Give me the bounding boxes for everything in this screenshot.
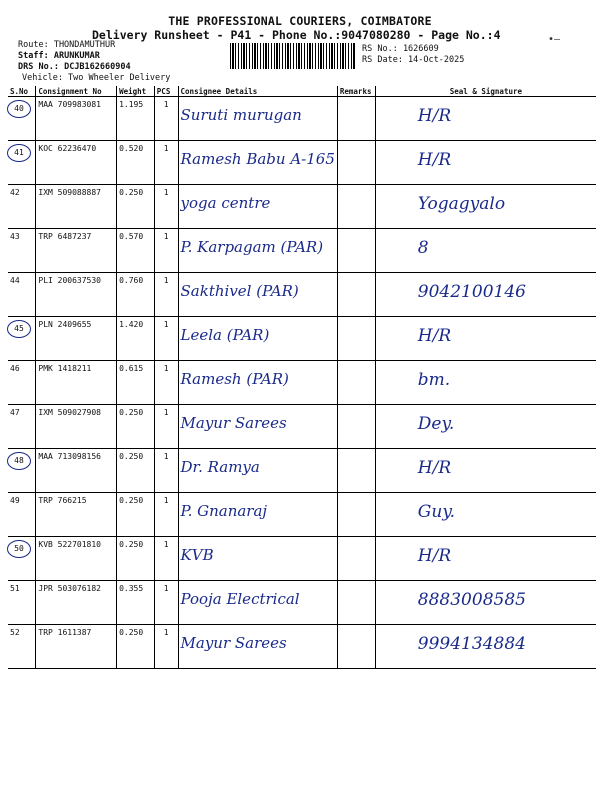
consignee-handwriting: Leela (PAR) [180,326,270,344]
cell-weight: 0.250 [117,449,155,493]
consignee-handwriting: P. Karpagam (PAR) [180,238,324,256]
signature-handwriting: 8 [417,238,429,258]
drs-value: DCJB162660904 [64,62,131,72]
cell-consignee [178,625,337,669]
cell-consignee [178,493,337,537]
cell-sno [8,317,36,361]
cell-signature [375,581,596,625]
sno-value: 47 [10,408,20,417]
consignee-handwriting: Suruti murugan [180,106,302,124]
cell-consignee [178,537,337,581]
consignee-handwriting: yoga centre [180,194,271,212]
drs-row [18,62,131,72]
cell-sno [8,97,36,141]
sno-value: 49 [10,496,20,505]
table-header-row [8,86,596,97]
header-pcs: PCS [154,86,178,97]
signature-handwriting: 9994134884 [417,634,526,654]
cell-pcs: 1 [154,97,178,141]
staff-row [18,51,100,61]
vehicle-label: Vehicle: Two Wheeler Delivery [22,73,171,83]
cell-consignee [178,185,337,229]
header-sno: S.No [8,86,36,97]
sno-circle: 40 [7,100,31,118]
cell-weight: 0.760 [117,273,155,317]
cell-pcs: 1 [154,625,178,669]
header-remarks: Remarks [337,86,375,97]
cell-weight: 0.250 [117,625,155,669]
signature-handwriting: H/R [417,458,452,478]
cell-sno [8,141,36,185]
corner-mark: •— [548,34,561,45]
cell-weight: 0.250 [117,493,155,537]
sno-circle: 41 [7,144,31,162]
header-weight: Weight [117,86,155,97]
consignee-handwriting: Ramesh (PAR) [180,370,289,388]
cell-signature [375,273,596,317]
cell-remarks [337,405,375,449]
cell-sno [8,229,36,273]
signature-handwriting: H/R [417,150,452,170]
cell-remarks [337,449,375,493]
cell-consignment: MAA 713098156 [36,449,117,493]
cell-remarks [337,97,375,141]
signature-handwriting: Guy. [417,502,456,522]
signature-handwriting: bm. [417,370,451,390]
cell-signature [375,185,596,229]
table-row [8,493,596,537]
cell-weight: 0.250 [117,185,155,229]
cell-sno [8,581,36,625]
consignee-handwriting: Ramesh Babu A-165 [180,150,335,168]
cell-weight: 1.195 [117,97,155,141]
cell-sno [8,405,36,449]
consignee-handwriting: Mayur Sarees [180,414,287,432]
cell-remarks [337,625,375,669]
cell-consignment: IXM 509088887 [36,185,117,229]
header-consignee: Consignee Details [178,86,337,97]
cell-sno [8,449,36,493]
cell-consignment: KVB 522701810 [36,537,117,581]
cell-consignee [178,229,337,273]
header-consignment: Consignment No [36,86,117,97]
cell-consignee [178,141,337,185]
document-title: THE PROFESSIONAL COURIERS, COIMBATORE [168,14,432,28]
signature-handwriting: H/R [417,106,452,126]
cell-consignment: JPR 503076182 [36,581,117,625]
consignee-handwriting: KVB [180,546,214,564]
cell-sno [8,361,36,405]
staff-label: Staff: [18,51,49,61]
cell-pcs: 1 [154,141,178,185]
cell-remarks [337,229,375,273]
cell-remarks [337,185,375,229]
cell-pcs: 1 [154,361,178,405]
table-row [8,97,596,141]
signature-handwriting: H/R [417,546,452,566]
cell-consignee [178,273,337,317]
sno-value: 52 [10,628,20,637]
cell-weight: 1.420 [117,317,155,361]
cell-consignment: MAA 709983081 [36,97,117,141]
cell-sno [8,273,36,317]
cell-pcs: 1 [154,185,178,229]
cell-weight: 0.250 [117,405,155,449]
cell-pcs: 1 [154,493,178,537]
runsheet-table [8,86,596,669]
table-row [8,141,596,185]
cell-weight: 0.615 [117,361,155,405]
runsheet-subtitle: Delivery Runsheet - P41 - Phone No.:9047080280 - Page No.:4 [92,28,501,42]
cell-remarks [337,493,375,537]
consignee-handwriting: Sakthivel (PAR) [180,282,299,300]
cell-pcs: 1 [154,229,178,273]
cell-consignee [178,317,337,361]
table-row [8,449,596,493]
cell-sno [8,493,36,537]
consignee-handwriting: P. Gnanaraj [180,502,268,520]
cell-pcs: 1 [154,405,178,449]
cell-weight: 0.570 [117,229,155,273]
cell-weight: 0.520 [117,141,155,185]
cell-signature [375,97,596,141]
cell-remarks [337,273,375,317]
sno-circle: 48 [7,452,31,470]
table-row [8,361,596,405]
cell-consignee [178,97,337,141]
cell-consignment: TRP 1611387 [36,625,117,669]
cell-pcs: 1 [154,273,178,317]
cell-consignment: KOC 62236470 [36,141,117,185]
signature-handwriting: 8883008585 [417,590,526,610]
cell-signature [375,317,596,361]
cell-consignment: TRP 6487237 [36,229,117,273]
signature-handwriting: Yogagyalo [417,194,506,214]
cell-weight: 0.355 [117,581,155,625]
cell-consignment: PLI 200637530 [36,273,117,317]
signature-handwriting: Dey. [417,414,455,434]
cell-remarks [337,361,375,405]
cell-pcs: 1 [154,581,178,625]
cell-sno [8,185,36,229]
table-row [8,317,596,361]
route-label: Route: THONDAMUTHUR [18,40,116,50]
table-row [8,625,596,669]
table-row [8,405,596,449]
table-row [8,581,596,625]
table-row [8,273,596,317]
cell-consignment: IXM 509027908 [36,405,117,449]
cell-pcs: 1 [154,537,178,581]
cell-signature [375,405,596,449]
consignee-handwriting: Pooja Electrical [180,590,300,608]
cell-remarks [337,141,375,185]
cell-consignee [178,405,337,449]
cell-remarks [337,537,375,581]
signature-handwriting: H/R [417,326,452,346]
table-row [8,229,596,273]
sno-circle: 50 [7,540,31,558]
cell-sno [8,537,36,581]
sno-value: 46 [10,364,20,373]
signature-handwriting: 9042100146 [417,282,526,302]
consignee-handwriting: Dr. Ramya [180,458,260,476]
sno-value: 43 [10,232,20,241]
sno-value: 51 [10,584,20,593]
cell-remarks [337,317,375,361]
table-row [8,537,596,581]
consignee-handwriting: Mayur Sarees [180,634,287,652]
sno-value: 44 [10,276,20,285]
cell-remarks [337,581,375,625]
cell-consignee [178,361,337,405]
cell-signature [375,449,596,493]
cell-consignee [178,449,337,493]
barcode-image [230,43,356,69]
sno-value: 42 [10,188,20,197]
cell-signature [375,141,596,185]
cell-signature [375,229,596,273]
cell-consignment: PMK 1418211 [36,361,117,405]
cell-sno [8,625,36,669]
cell-weight: 0.250 [117,537,155,581]
cell-signature [375,361,596,405]
table-row [8,185,596,229]
cell-consignment: PLN 2409655 [36,317,117,361]
rs-date: RS Date: 14-Oct-2025 [362,55,465,65]
cell-pcs: 1 [154,317,178,361]
staff-value: ARUNKUMAR [53,51,100,61]
cell-signature [375,493,596,537]
header-seal: Seal & Signature [375,86,596,97]
cell-pcs: 1 [154,449,178,493]
cell-consignee [178,581,337,625]
cell-consignment: TRP 766215 [36,493,117,537]
drs-label: DRS No.: [18,62,59,72]
cell-signature [375,537,596,581]
sno-circle: 45 [7,320,31,338]
cell-signature [375,625,596,669]
rs-number: RS No.: 1626609 [362,44,439,54]
